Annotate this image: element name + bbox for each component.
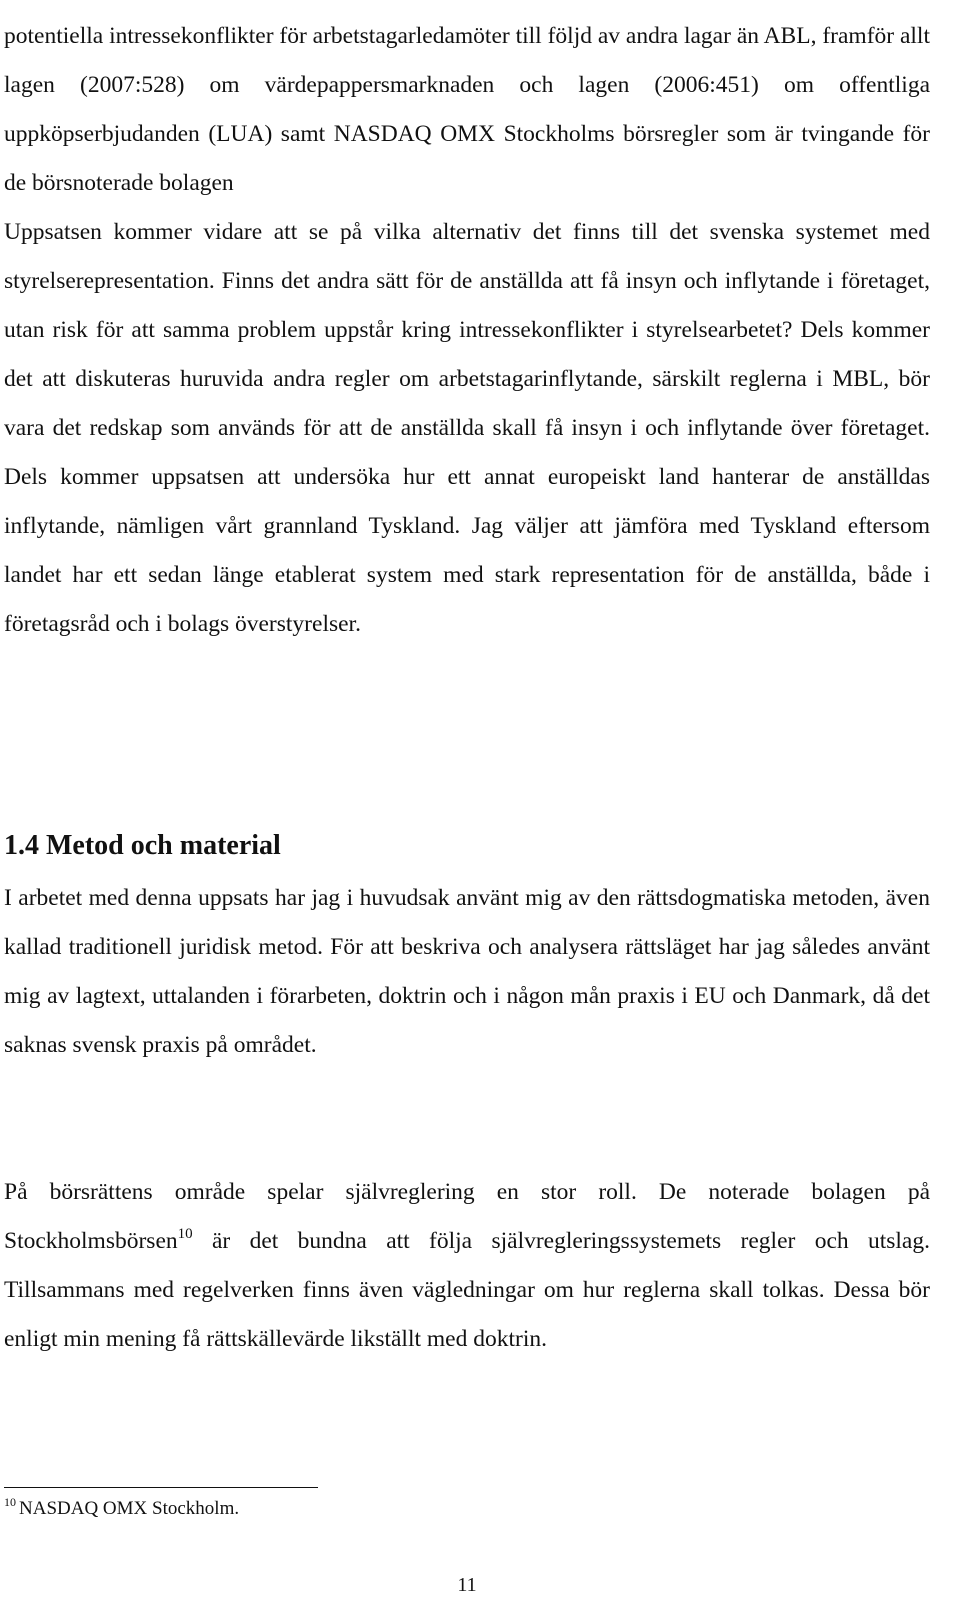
page-number: 11 bbox=[457, 1574, 477, 1596]
paragraph-alternatives: Uppsatsen kommer vidare att se på vilka alternativ det finns till det svenska systemet med styrelserepresentation. Finns det andra sätt för de anställda att få insyn och inflytande i företaget, utan risk för att samma problem uppstår kring intressekonflikter i styrelsearbetet? Dels kommer det att diskuteras huruvida andra regler om arbetstagarinflytande, särskilt reglerna i MBL, bör vara det redskap som används för att de anställda skall få insyn i och inflytande över företaget. Dels kommer uppsatsen att undersöka hur ett annat europeiskt land hanterar de anställdas inflytande, nämligen vårt grannland Tyskland. Jag väljer att jämföra med Tyskland eftersom landet har ett sedan länge etablerat system med stark representation för de anställda, både i företagsråd och i bolags överstyrelser. bbox=[4, 219, 930, 637]
paragraph-conflicts-of-interest: potentiella intressekonflikter för arbetstagarledamöter till följd av andra lagar än ABL, framför allt lagen (2007:528) om värdepappersmarknaden och lagen (2006:451) om offentliga uppköpserbjudanden (LUA) samt NASDAQ OMX Stockholms börsregler som är tvingande för de börsnoterade bolagen bbox=[4, 23, 930, 196]
footnote-text: NASDAQ OMX Stockholm. bbox=[19, 1498, 240, 1519]
footnote-separator bbox=[4, 1487, 318, 1488]
footnote-marker: 10 bbox=[4, 1495, 16, 1509]
paragraph-self-regulation-text-continued: är det bundna att följa självregleringssystemets regler och utslag. Tillsammans med regelverken finns även vägledningar om hur reglerna skall tolkas. Dessa bör enligt min mening få rättskällevärde likställt med doktrin. bbox=[4, 1228, 930, 1352]
section-heading-method: 1.4 Metod och material bbox=[4, 830, 281, 861]
paragraph-self-regulation bbox=[4, 1168, 930, 1364]
footnote-reference: 10 bbox=[177, 1226, 193, 1242]
paragraph-method: I arbetet med denna uppsats har jag i huvudsak använt mig av den rättsdogmatiska metoden, även kallad traditionell juridisk metod. För att beskriva och analysera rättsläget har jag således använt mig av lagtext, uttalanden i förarbeten, doktrin och i någon mån praxis i EU och Danmark, då det saknas svensk praxis på området. bbox=[4, 885, 930, 1058]
paragraph-self-regulation-text: På börsrättens område spelar självreglering en stor roll. De noterade bolagen på Stockholmsbörsen bbox=[4, 1179, 930, 1254]
footnote bbox=[4, 1496, 239, 1522]
